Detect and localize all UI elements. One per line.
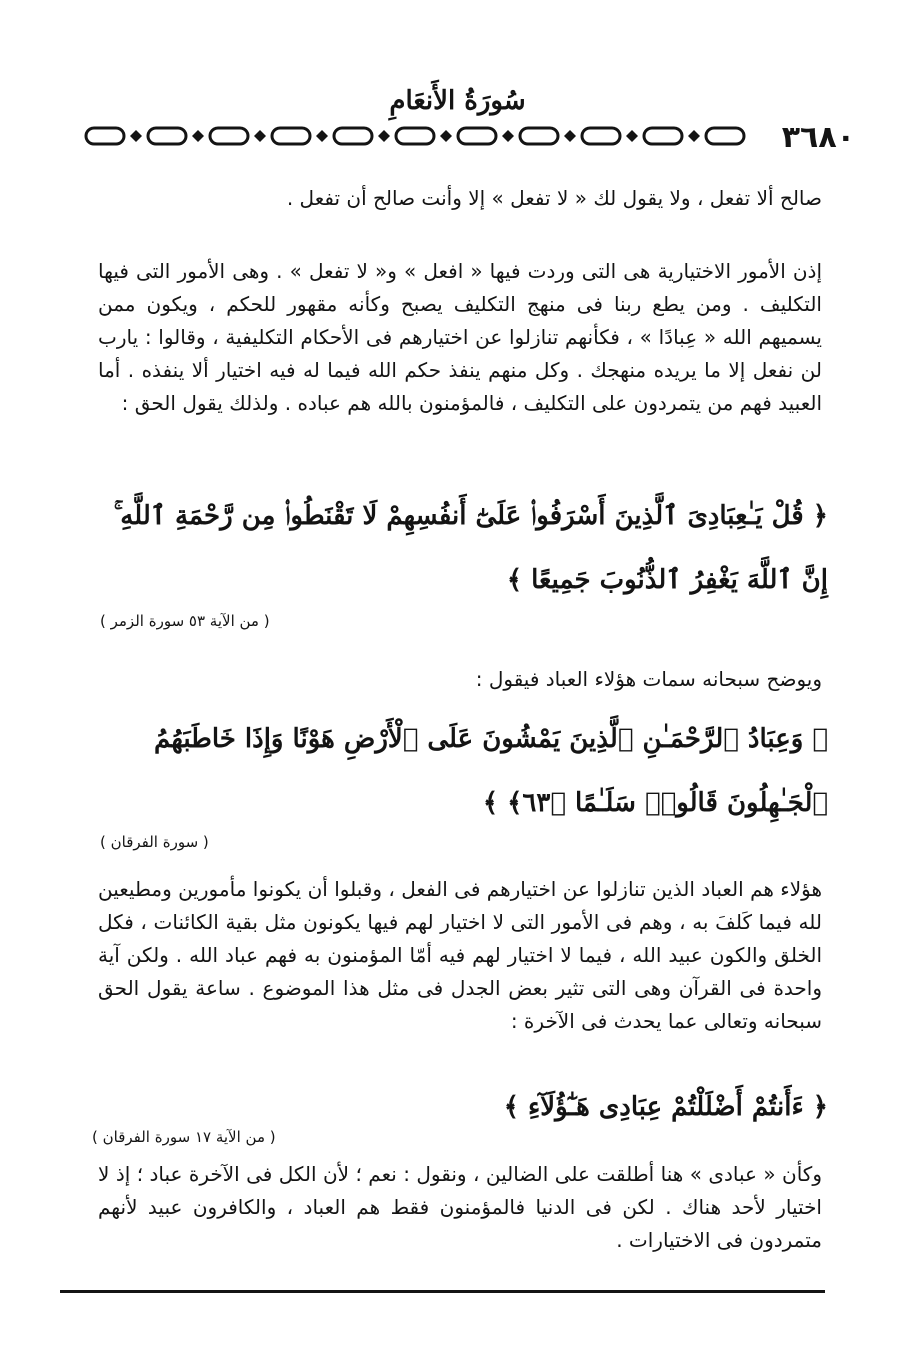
quran-verse-furqan-17: ﴿ ءَأَنتُمْ أَضْلَلْتُمْ عِبَادِى هَـٰٓؤُلَآءِ ﴾ bbox=[503, 1092, 828, 1122]
verse-reference-zumar: ( من الآية ٥٣ سورة الزمر ) bbox=[100, 612, 270, 630]
surah-title: سُورَةُ الأَنعَامِ bbox=[389, 86, 526, 116]
quran-verse-zumar: ﴿ قُلْ يَـٰعِبَادِىَ ٱلَّذِينَ أَسْرَفُوا۟ عَلَىٰٓ أَنفُسِهِمْ لَا تَقْنَطُوا۟ مِن رَّحْمَةِ ٱللَّهِ ۚ إِنَّ ٱللَّهَ يَغْفِرُ ٱلذُّنُوبَ جَمِيعًا ﴾ bbox=[113, 501, 828, 595]
paragraph-3: ويوضح سبحانه سمات هؤلاء العباد فيقول : bbox=[475, 667, 822, 691]
ornamental-chain-border bbox=[80, 122, 750, 150]
verse-reference-furqan-17: ( من الآية ١٧ سورة الفرقان ) bbox=[92, 1128, 276, 1146]
verse-reference-furqan: ( سورة الفرقان ) bbox=[100, 833, 209, 851]
paragraph-1: صالح ألا تفعل ، ولا يقول لك « لا تفعل » إلا وأنت صالح أن تفعل . bbox=[286, 186, 822, 210]
quran-verse-furqan-63: ﴿ وَعِبَادُ ٱلرَّحْمَـٰنِ ٱلَّذِينَ يَمْشُونَ عَلَى ٱلْأَرْضِ هَوْنًا وَإِذَا خَاطَبَهُمُ ٱلْجَـٰهِلُونَ قَالُوا۟ سَلَـٰمًا ﴿٦٣﴾ ﴾ bbox=[154, 724, 828, 818]
page-number: ٣٦٨٠ bbox=[781, 120, 855, 155]
paragraph-2: إذن الأمور الاختيارية هى التى وردت فيها « افعل » و« لا تفعل » . وهى الأمور التى فيها التكليف . ومن يطع ربنا فى منهج التكليف يصبح وكأنه مقهور للحكم ، ويكون ممن يسميهم الله « عِبادًا » ، فكأنهم تنازلوا عن اختيارهم فى الأحكام التكليفية ، وقالوا : يارب لن نفعل إلا ما يريده منهجك . وكل منهم ينفذ حكم الله فيما له فيه اختيار ألا ينفذه . أما العبيد فهم من يتمردون على التكليف ، فالمؤمنون بالله هم عباده . ولذلك يقول الحق : bbox=[98, 259, 822, 415]
paragraph-4: هؤلاء هم العباد الذين تنازلوا عن اختيارهم فى الفعل ، وقبلوا أن يكونوا مأمورين ومطيعين لله فيما كَلفَ به ، وهم فى الأمور التى لا اختيار لهم فيها يكونون مثل بقية الكائنات ، فكل الخلق والكون عبيد الله ، فيما لا اختيار لهم فيه أمّا المؤمنون به فهم عباد الله . ولكن آية واحدة فى القرآن وهى التى تثير بعض الجدل فى مثل هذا الموضوع . ساعة يقول الحق سبحانه وتعالى عما يحدث فى الآخرة : bbox=[98, 877, 822, 1033]
footer-rule bbox=[60, 1290, 825, 1293]
paragraph-5: وكأن « عبادى » هنا أطلقت على الضالين ، ونقول : نعم ؛ لأن الكل فى الآخرة عباد ؛ إذ لا اختيار لأحد هناك . لكن فى الدنيا فالمؤمنون فقط هم العباد ، والكافرون عبيد لأنهم متمردون فى الاختيارات . bbox=[98, 1162, 822, 1252]
